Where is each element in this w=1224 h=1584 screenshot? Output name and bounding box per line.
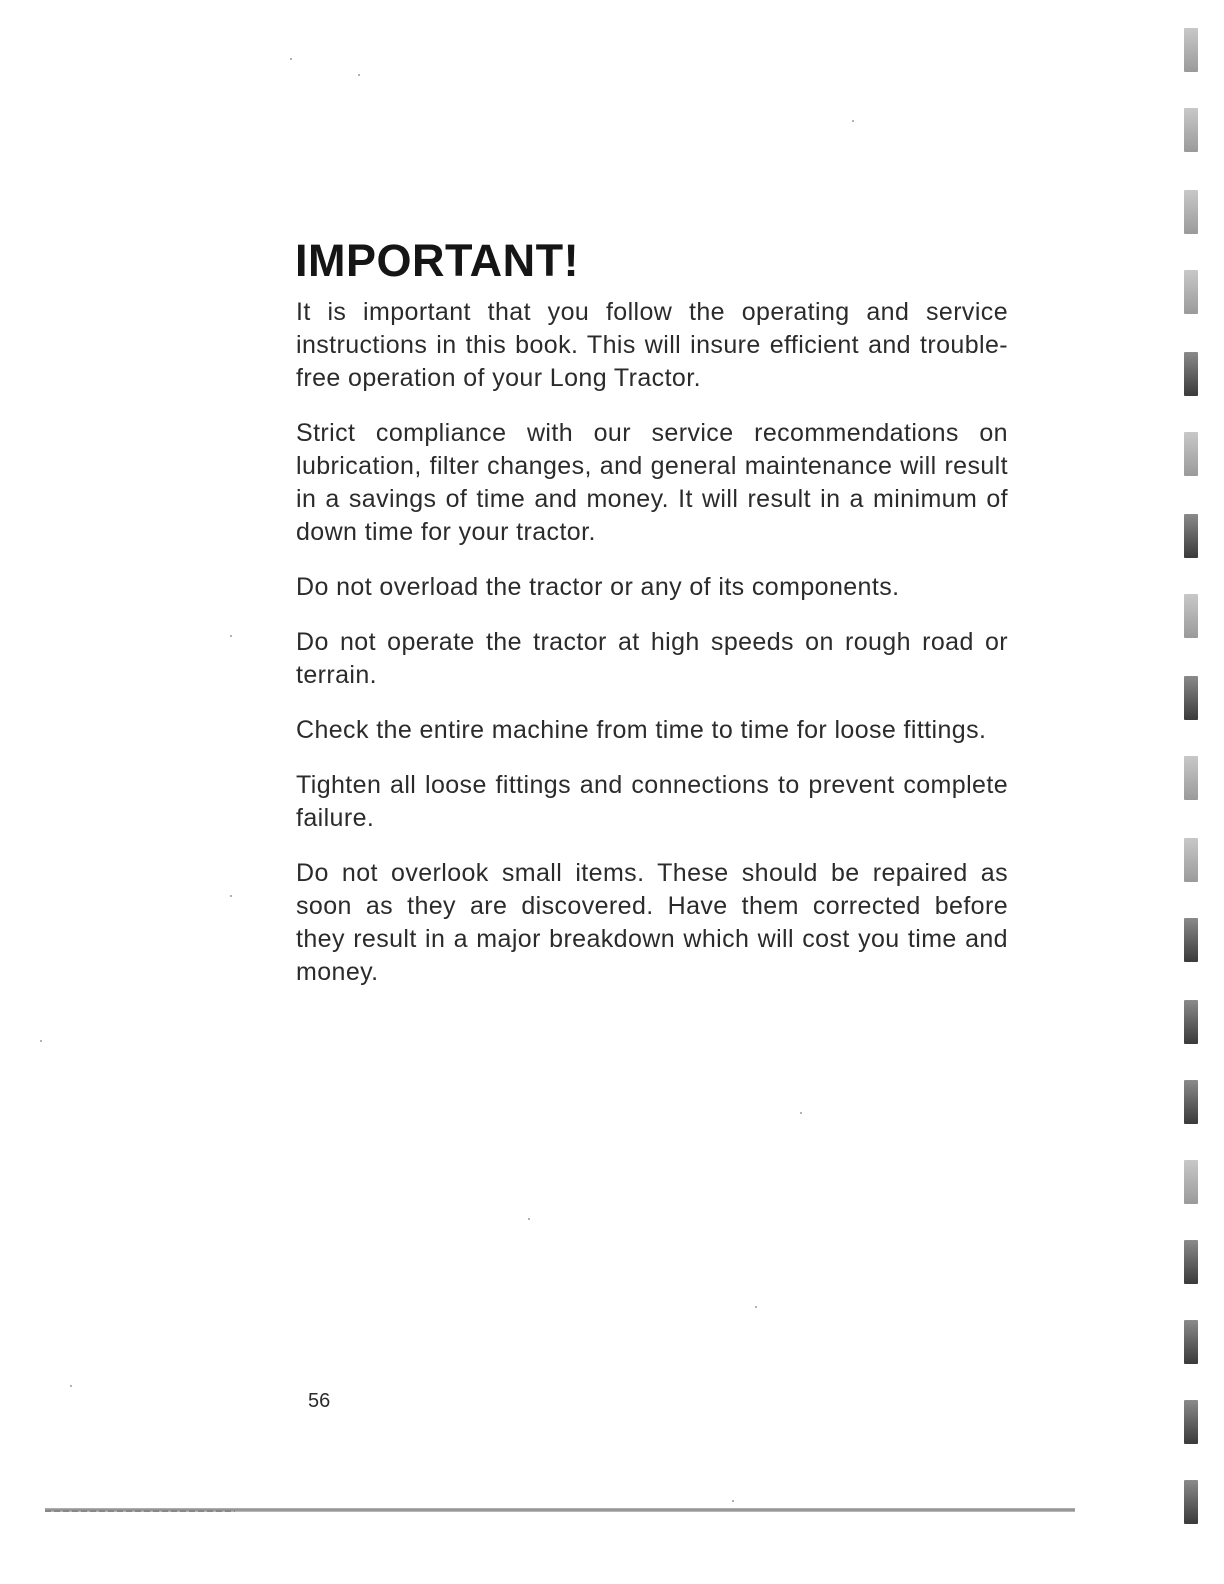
paragraph: Strict compliance with our service recommendations on lubrication, filter changes, and general maintenance will result in a savings of time and money. It will result in a minimum of down time for your tractor. bbox=[296, 419, 1008, 546]
page-heading: IMPORTANT! bbox=[295, 235, 580, 286]
binding-tab-strip bbox=[1180, 0, 1210, 1584]
page-number: 56 bbox=[308, 1390, 331, 1412]
body-text bbox=[296, 296, 1008, 1011]
binding-mark bbox=[1184, 676, 1198, 720]
scan-speck bbox=[732, 1500, 734, 1502]
binding-mark bbox=[1184, 1400, 1198, 1444]
binding-mark bbox=[1184, 1240, 1198, 1284]
binding-mark bbox=[1184, 1320, 1198, 1364]
paragraph: It is important that you follow the operating and service instructions in this book. This will insure efficient and trouble-free operation of your Long Tractor. bbox=[296, 298, 1008, 392]
binding-mark bbox=[1184, 1080, 1198, 1124]
scan-speck bbox=[230, 635, 232, 637]
binding-mark bbox=[1184, 352, 1198, 396]
paragraph: Do not operate the tractor at high speeds on rough road or terrain. bbox=[296, 628, 1008, 689]
binding-mark bbox=[1184, 514, 1198, 558]
binding-mark bbox=[1184, 1160, 1198, 1204]
scan-speck bbox=[40, 1040, 42, 1042]
binding-mark bbox=[1184, 1480, 1198, 1524]
scan-speck bbox=[755, 1306, 757, 1308]
scan-speck bbox=[528, 1218, 530, 1220]
paragraph: Do not overlook small items. These should be repaired as soon as they are discovered. Have them corrected before they result in a major breakdown which will cost you time and money. bbox=[296, 859, 1008, 986]
binding-mark bbox=[1184, 1000, 1198, 1044]
paragraph: Tighten all loose fittings and connections to prevent complete failure. bbox=[296, 771, 1008, 832]
binding-mark bbox=[1184, 432, 1198, 476]
scan-speck bbox=[800, 1112, 802, 1114]
binding-mark bbox=[1184, 918, 1198, 962]
binding-mark bbox=[1184, 190, 1198, 234]
binding-mark bbox=[1184, 28, 1198, 72]
scan-speck bbox=[358, 74, 360, 76]
paragraph: Do not overload the tractor or any of its components. bbox=[296, 573, 900, 601]
scan-speck bbox=[70, 1385, 72, 1387]
scan-speck bbox=[852, 120, 854, 122]
binding-mark bbox=[1184, 756, 1198, 800]
scan-speck bbox=[230, 895, 232, 897]
bottom-rule-dashes bbox=[45, 1510, 235, 1512]
scan-speck bbox=[290, 58, 292, 60]
paragraph: Check the entire machine from time to time for loose fittings. bbox=[296, 716, 987, 744]
binding-mark bbox=[1184, 838, 1198, 882]
binding-mark bbox=[1184, 108, 1198, 152]
binding-mark bbox=[1184, 594, 1198, 638]
binding-mark bbox=[1184, 270, 1198, 314]
